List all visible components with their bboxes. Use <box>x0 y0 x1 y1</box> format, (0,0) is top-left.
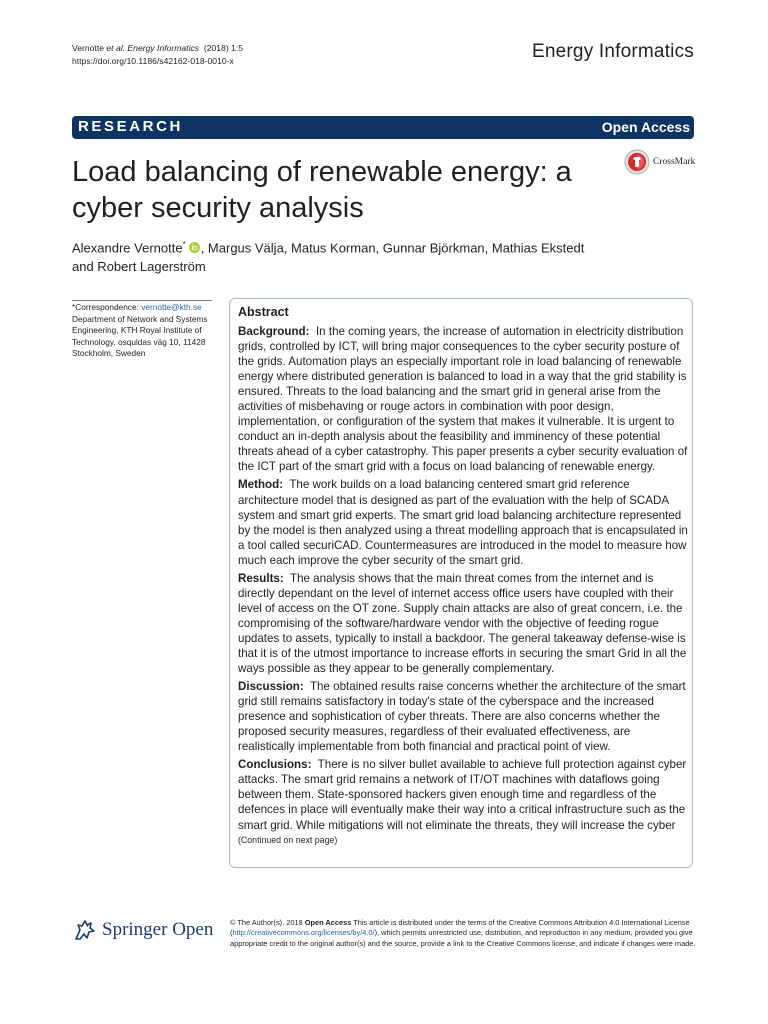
abstract-box <box>229 298 693 868</box>
license-statement <box>230 918 696 949</box>
orcid-icon[interactable] <box>189 242 200 253</box>
author-list <box>72 235 632 276</box>
doi-link[interactable]: https://doi.org/10.1186/s42162-018-0010-x <box>72 56 234 66</box>
citation-etal: et al. <box>106 43 126 53</box>
publisher-name: Springer <box>102 919 168 940</box>
license-text-part1: This article is distributed under the terms of the Creative Commons Attribution 4.0 International License ( <box>230 918 690 938</box>
sidebar-divider <box>72 300 212 301</box>
section-text: The analysis shows that the main threat comes from the internet and is directly dependant on the level of internet access office users have coupled with their level of access on the OT zone. Supply chain attacks are also of great concern, i.e. the compromising of the software/hardware vendor with the objective of feeding rogue updates to assets, typically to install a backdoor. The general takeaway defense-wise is that it is of the utmost importance to increase efforts in securing the smart Grid in all the ways possible as they appear to be generally complementary. <box>238 571 687 676</box>
correspondence-email[interactable]: vernotte@kth.se <box>141 302 202 312</box>
section-label: Conclusions: <box>238 758 312 772</box>
section-label: Background: <box>238 325 310 338</box>
publisher-suffix: Open <box>172 919 214 940</box>
abstract-section-conclusions <box>238 757 690 832</box>
section-label: Results: <box>238 571 284 585</box>
section-label: Method: <box>238 478 284 492</box>
license-open-access: Open Access <box>304 918 352 927</box>
citation-block <box>72 42 243 68</box>
abstract-section-method <box>238 477 690 567</box>
article-type-label: RESEARCH <box>78 118 183 135</box>
correspondence-label: *Correspondence: <box>72 302 142 312</box>
correspondence-sidebar <box>72 300 222 360</box>
crossmark-badge[interactable] <box>624 149 714 175</box>
open-access-label: Open Access <box>601 119 690 135</box>
crossmark-label: CrossMark <box>653 157 696 167</box>
citation-journal: Energy Informatics <box>125 43 200 53</box>
citation-authors: Vernotte <box>72 43 107 53</box>
citation-line <box>72 42 243 55</box>
publisher-wordmark <box>102 919 213 941</box>
author-rest-line2: and Robert Lagerström <box>72 259 206 275</box>
author-first[interactable]: Alexandre Vernotte <box>72 240 183 256</box>
license-text-part2: ), which permits unrestricted use, distribution, and reproduction in any medium, provided you give appropriate credit to the original author(s) and the source, provide a link to the Creative Commons license, and indicate if changes were made. <box>230 928 696 948</box>
section-text: The work builds on a load balancing centered smart grid reference architecture model that is designed as part of the evaluation with the help of SCADA system and smart grid experts. The smart grid load balancing architecture represented by the model is then analyzed using a threat modelling approach that is encapsulated in a tool called securiCAD. Countermeasures are introduced in the model to measure how much each improve the cyber security of the smart grid. <box>238 478 688 567</box>
author-rest-line1: , Margus Välja, Matus Korman, Gunnar Björkman, Mathias Ekstedt <box>200 240 585 256</box>
abstract-section-discussion <box>238 679 690 754</box>
abstract-section-background <box>238 324 690 474</box>
journal-name: Energy Informatics <box>532 41 694 62</box>
section-text: There is no silver bullet available to achieve full protection against cyber attacks. The smart grid remains a network of IT/OT machines with dataflows going between them. State-sponsored hackers given enough time and regardless of the defences in place will eventually make their way into a critical infrastructure such as the smart grid. While mitigations will not eliminate the threats, they will increase the cyber <box>238 758 687 832</box>
springer-horse-icon <box>72 917 98 943</box>
section-text: In the coming years, the increase of automation in electricity distribution grids, controlled by ICT, will bring major consequences to the cyber security posture of the grids. Automation plays an especially important role in load balancing of renewable energy where distributed generation is balanced to load in a way that the grid stability is ensured. Threats to the load balancing and the smart grid in general arise from the activities of misbehaving or rouge actors in combination with poor design, implementation, or configuration of the system that makes it vulnerable. It is urgent to conduct an in-depth analysis about the feasibility and imminency of these potential threats ahead of a cyber catastrophy. This paper presents a cyber security evaluation of the ICT part of the smart grid with a focus on load balancing of renewable energy. <box>238 325 688 474</box>
correspondence-affiliation: Department of Network and Systems Engineering, KTH Royal Institute of Technology, osquldas väg 10, 11428 Stockholm, Sweden <box>72 313 208 358</box>
article-type-banner <box>72 116 694 139</box>
article-title: Load balancing of renewable energy: a cyber security analysis <box>72 156 572 224</box>
section-text: The obtained results raise concerns whether the architecture of the smart grid still remains satisfactory in today's state of the cyberspace and the increased presence and sophistication of cyber threats. There are also concerns whether the proposed security measures, regardless of their evaluated effectiveness, are realistically implementable from both financial and practical point of view. <box>238 680 686 754</box>
abstract-section-results <box>238 571 690 676</box>
abstract-heading: Abstract <box>238 305 289 319</box>
license-url[interactable]: http://creativecommons.org/licenses/by/4.0/ <box>232 928 375 938</box>
abstract-body <box>238 324 690 848</box>
license-copyright: © The Author(s). 2018 <box>230 918 305 927</box>
springer-open-logo[interactable] <box>72 917 213 943</box>
continued-note: (Continued on next page) <box>238 834 338 845</box>
crossmark-icon <box>624 149 650 175</box>
citation-year-volume: (2018) 1:5 <box>203 43 244 53</box>
corresponding-mark: * <box>182 240 186 249</box>
section-label: Discussion: <box>238 680 304 694</box>
